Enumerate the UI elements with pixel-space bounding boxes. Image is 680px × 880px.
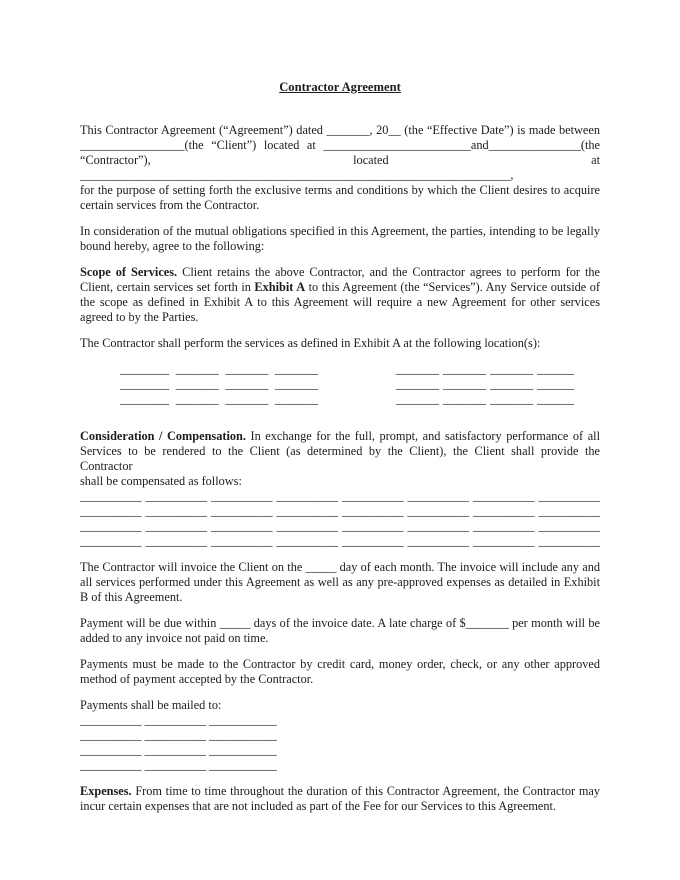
bold-text-run: Expenses.	[80, 784, 132, 798]
text-line	[80, 784, 600, 799]
text-run: __________ __________ __________ __________ __________ __________ __________ __________	[80, 489, 600, 503]
text-line	[80, 336, 600, 351]
service-locations-lead	[80, 336, 600, 351]
expenses-paragraph	[80, 784, 600, 814]
invoice-paragraph	[80, 560, 600, 605]
text-run: __________ __________ ___________	[80, 743, 277, 757]
text-run: Services to be rendered to the Client (as determined by the Client), the Client shall provide the Contractor	[80, 444, 600, 473]
fill-in-blank-line	[80, 519, 600, 534]
text-line	[80, 474, 600, 489]
text-line	[80, 123, 600, 138]
document-body	[80, 123, 600, 814]
text-line	[80, 224, 600, 239]
text-run: Payments shall be mailed to:	[80, 698, 222, 712]
fill-in-blank-line	[396, 377, 574, 392]
fill-in-blank-line	[120, 362, 318, 377]
text-line	[80, 138, 600, 153]
fill-in-blank-line	[80, 743, 600, 758]
text-line	[80, 575, 600, 590]
mailing-address-blank-lines	[80, 713, 600, 773]
text-line	[80, 183, 600, 198]
text-run: Client, certain services set forth in	[80, 280, 255, 294]
text-run: In exchange for the full, prompt, and satisfactory performance of all	[245, 429, 600, 443]
text-run: “Contractor”), located at ______________________________________________________________________,	[80, 153, 600, 182]
text-run: __________ __________ ___________	[80, 713, 277, 727]
text-run: the scope as defined in Exhibit A to this Agreement will require a new Agreement for other services	[80, 295, 600, 309]
text-line	[80, 657, 600, 672]
text-run: for the purpose of setting forth the exclusive terms and conditions by which the Client desires to acquire	[80, 183, 600, 197]
text-run: _______ _______ _______ ______	[396, 362, 574, 376]
fill-in-blank-line	[80, 728, 600, 743]
text-line	[80, 295, 600, 310]
intro-paragraph	[80, 123, 600, 213]
text-run: added to any invoice not paid on time.	[80, 631, 269, 645]
text-run: ________ _______ _______ _______	[120, 377, 318, 391]
text-line	[80, 239, 600, 254]
fill-in-blank-line	[80, 504, 600, 519]
payment-method-paragraph	[80, 657, 600, 687]
fill-in-blank-line	[80, 534, 600, 549]
document-title: Contractor Agreement	[279, 80, 401, 94]
text-line	[80, 198, 600, 213]
text-run: __________ __________ __________ __________ __________ __________ __________ __________	[80, 504, 600, 518]
text-run: ________ _______ _______ _______	[120, 362, 318, 376]
fill-in-blank-line	[120, 377, 318, 392]
text-line	[80, 631, 600, 646]
location-blanks-left-column	[120, 362, 318, 407]
text-run: B of this Agreement.	[80, 590, 183, 604]
text-run: Payments must be made to the Contractor by credit card, money order, check, or any other approved	[80, 657, 600, 671]
text-line	[80, 280, 600, 295]
text-line	[80, 616, 600, 631]
payment-due-paragraph	[80, 616, 600, 646]
text-run: _______ _______ _______ ______	[396, 392, 574, 406]
text-line	[80, 153, 600, 183]
text-run: From time to time throughout the duration of this Contractor Agreement, the Contractor may	[131, 784, 600, 798]
compensation-blank-lines	[80, 489, 600, 549]
text-run: This Contractor Agreement (“Agreement”) dated _______, 20__ (the “Effective Date”) is made between	[80, 123, 600, 137]
text-run: __________ __________ ___________	[80, 728, 277, 742]
text-run: _________________(the “Client”) located at ________________________and_______________(the	[80, 138, 600, 152]
text-line	[80, 429, 600, 444]
fill-in-blank-line	[120, 392, 318, 407]
bold-text-run: Exhibit A	[254, 280, 306, 294]
fill-in-blank-line	[396, 392, 574, 407]
compensation-paragraph	[80, 429, 600, 489]
text-run: __________ __________ ___________	[80, 758, 277, 772]
text-run: certain services from the Contractor.	[80, 198, 260, 212]
fill-in-blank-line	[80, 758, 600, 773]
text-line	[80, 799, 600, 814]
text-run: Client retains the above Contractor, and the Contractor agrees to perform for the	[177, 265, 601, 279]
bold-text-run: Scope of Services.	[80, 265, 178, 279]
text-run: The Contractor will invoice the Client on the _____ day of each month. The invoice will include any and	[80, 560, 600, 574]
text-run: ________ _______ _______ _______	[120, 392, 318, 406]
text-run: In consideration of the mutual obligations specified in this Agreement, the parties, intending to be legally	[80, 224, 600, 238]
fill-in-blank-line	[396, 362, 574, 377]
fill-in-blank-line	[80, 713, 600, 728]
text-line	[80, 444, 600, 474]
text-line	[80, 265, 600, 280]
location-blanks-right-column	[396, 362, 574, 407]
text-run: _______ _______ _______ ______	[396, 377, 574, 391]
text-run: The Contractor shall perform the services as defined in Exhibit A at the following location(s):	[80, 336, 541, 350]
text-run: __________ __________ __________ __________ __________ __________ __________ __________	[80, 534, 600, 548]
text-line	[80, 672, 600, 687]
text-run: Payment will be due within _____ days of the invoice date. A late charge of $_______ per month will be	[80, 616, 600, 630]
text-run: shall be compensated as follows:	[80, 474, 242, 488]
location-blanks	[120, 362, 600, 407]
text-line	[80, 560, 600, 575]
fill-in-blank-line	[80, 489, 600, 504]
mutual-obligations-paragraph	[80, 224, 600, 254]
mailing-address-lead	[80, 698, 600, 713]
text-run: method of payment accepted by the Contractor.	[80, 672, 314, 686]
scope-of-services-paragraph	[80, 265, 600, 325]
bold-text-run: Consideration / Compensation.	[80, 429, 246, 443]
text-run: incur certain expenses that are not included as part of the Fee for our Services to this Agreement.	[80, 799, 556, 813]
text-run: agreed to by the Parties.	[80, 310, 199, 324]
text-run: __________ __________ __________ __________ __________ __________ __________ __________	[80, 519, 600, 533]
text-line	[80, 310, 600, 325]
text-line	[80, 590, 600, 605]
text-line	[80, 698, 600, 713]
text-run: to this Agreement (the “Services”). Any Service outside of	[305, 280, 601, 294]
text-run: all services performed under this Agreement as well as any pre-approved expenses as detailed in Exhibit	[80, 575, 600, 589]
text-run: bound hereby, agree to the following:	[80, 239, 265, 253]
